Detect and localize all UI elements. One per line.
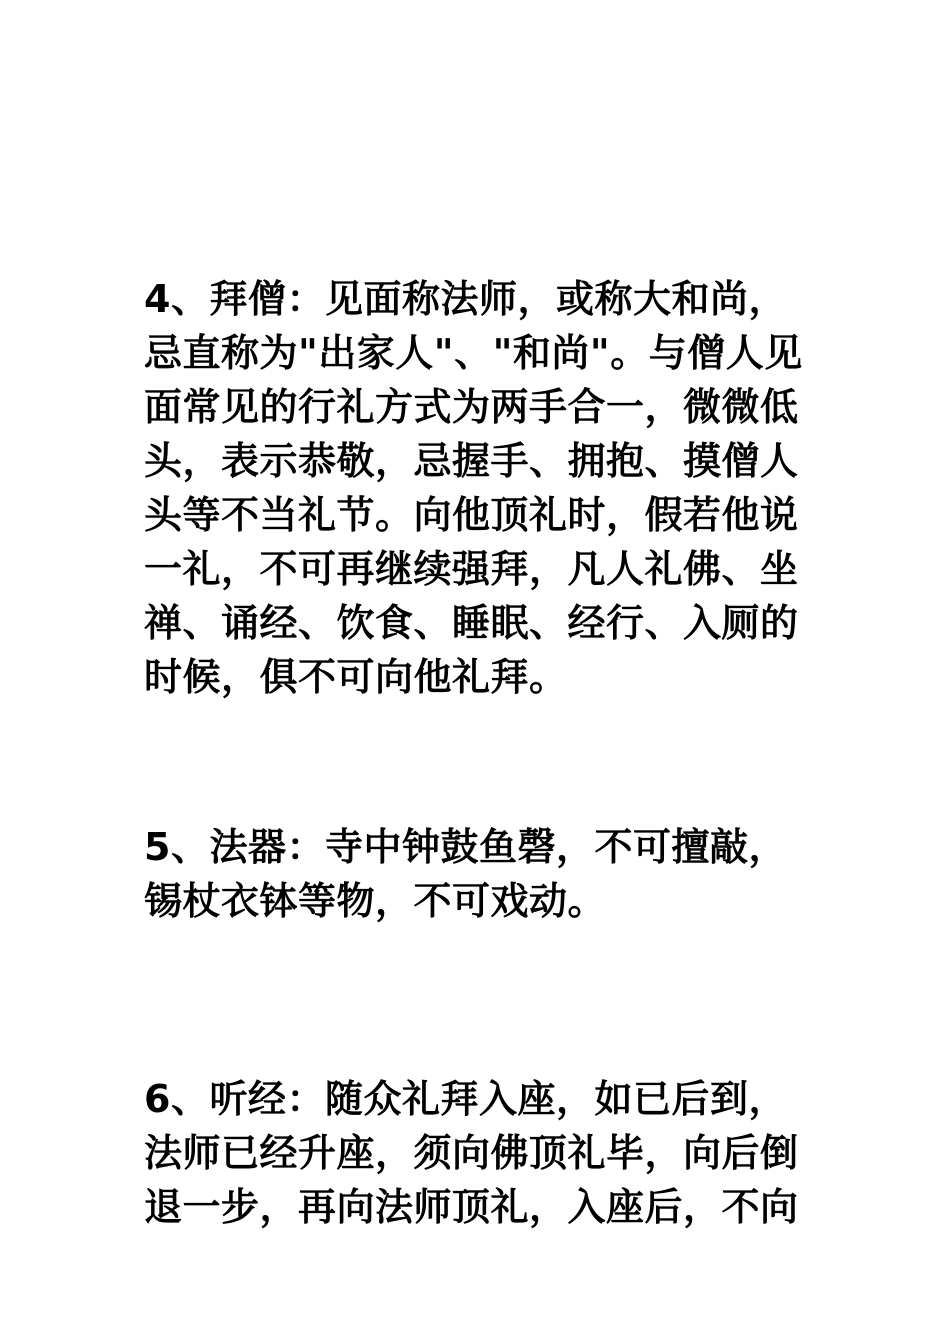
paragraph-item-6: 6、听经：随众礼拜入座，如已后到，法师已经升座，须向佛顶礼毕，向后倒退一步，再向法师顶礼，入座后，不向 bbox=[144, 1077, 799, 1229]
paragraph-item-5: 5、法器：寺中钟鼓鱼磬，不可擅敲，锡杖衣钵等物，不可戏动。 bbox=[144, 825, 787, 923]
paragraph-item-4: 4、拜僧：见面称法师，或称大和尚，忌直称为"出家人"、"和尚"。与僧人见面常见的行礼方式为两手合一，微微低头，表示恭敬，忌握手、拥抱、摸僧人头等不当礼节。向他顶礼时，假若他说一礼，不可再继续强拜，凡人礼佛、坐禅、诵经、饮食、睡眠、经行、入厕的时候，俱不可向他礼拜。 bbox=[144, 277, 803, 699]
